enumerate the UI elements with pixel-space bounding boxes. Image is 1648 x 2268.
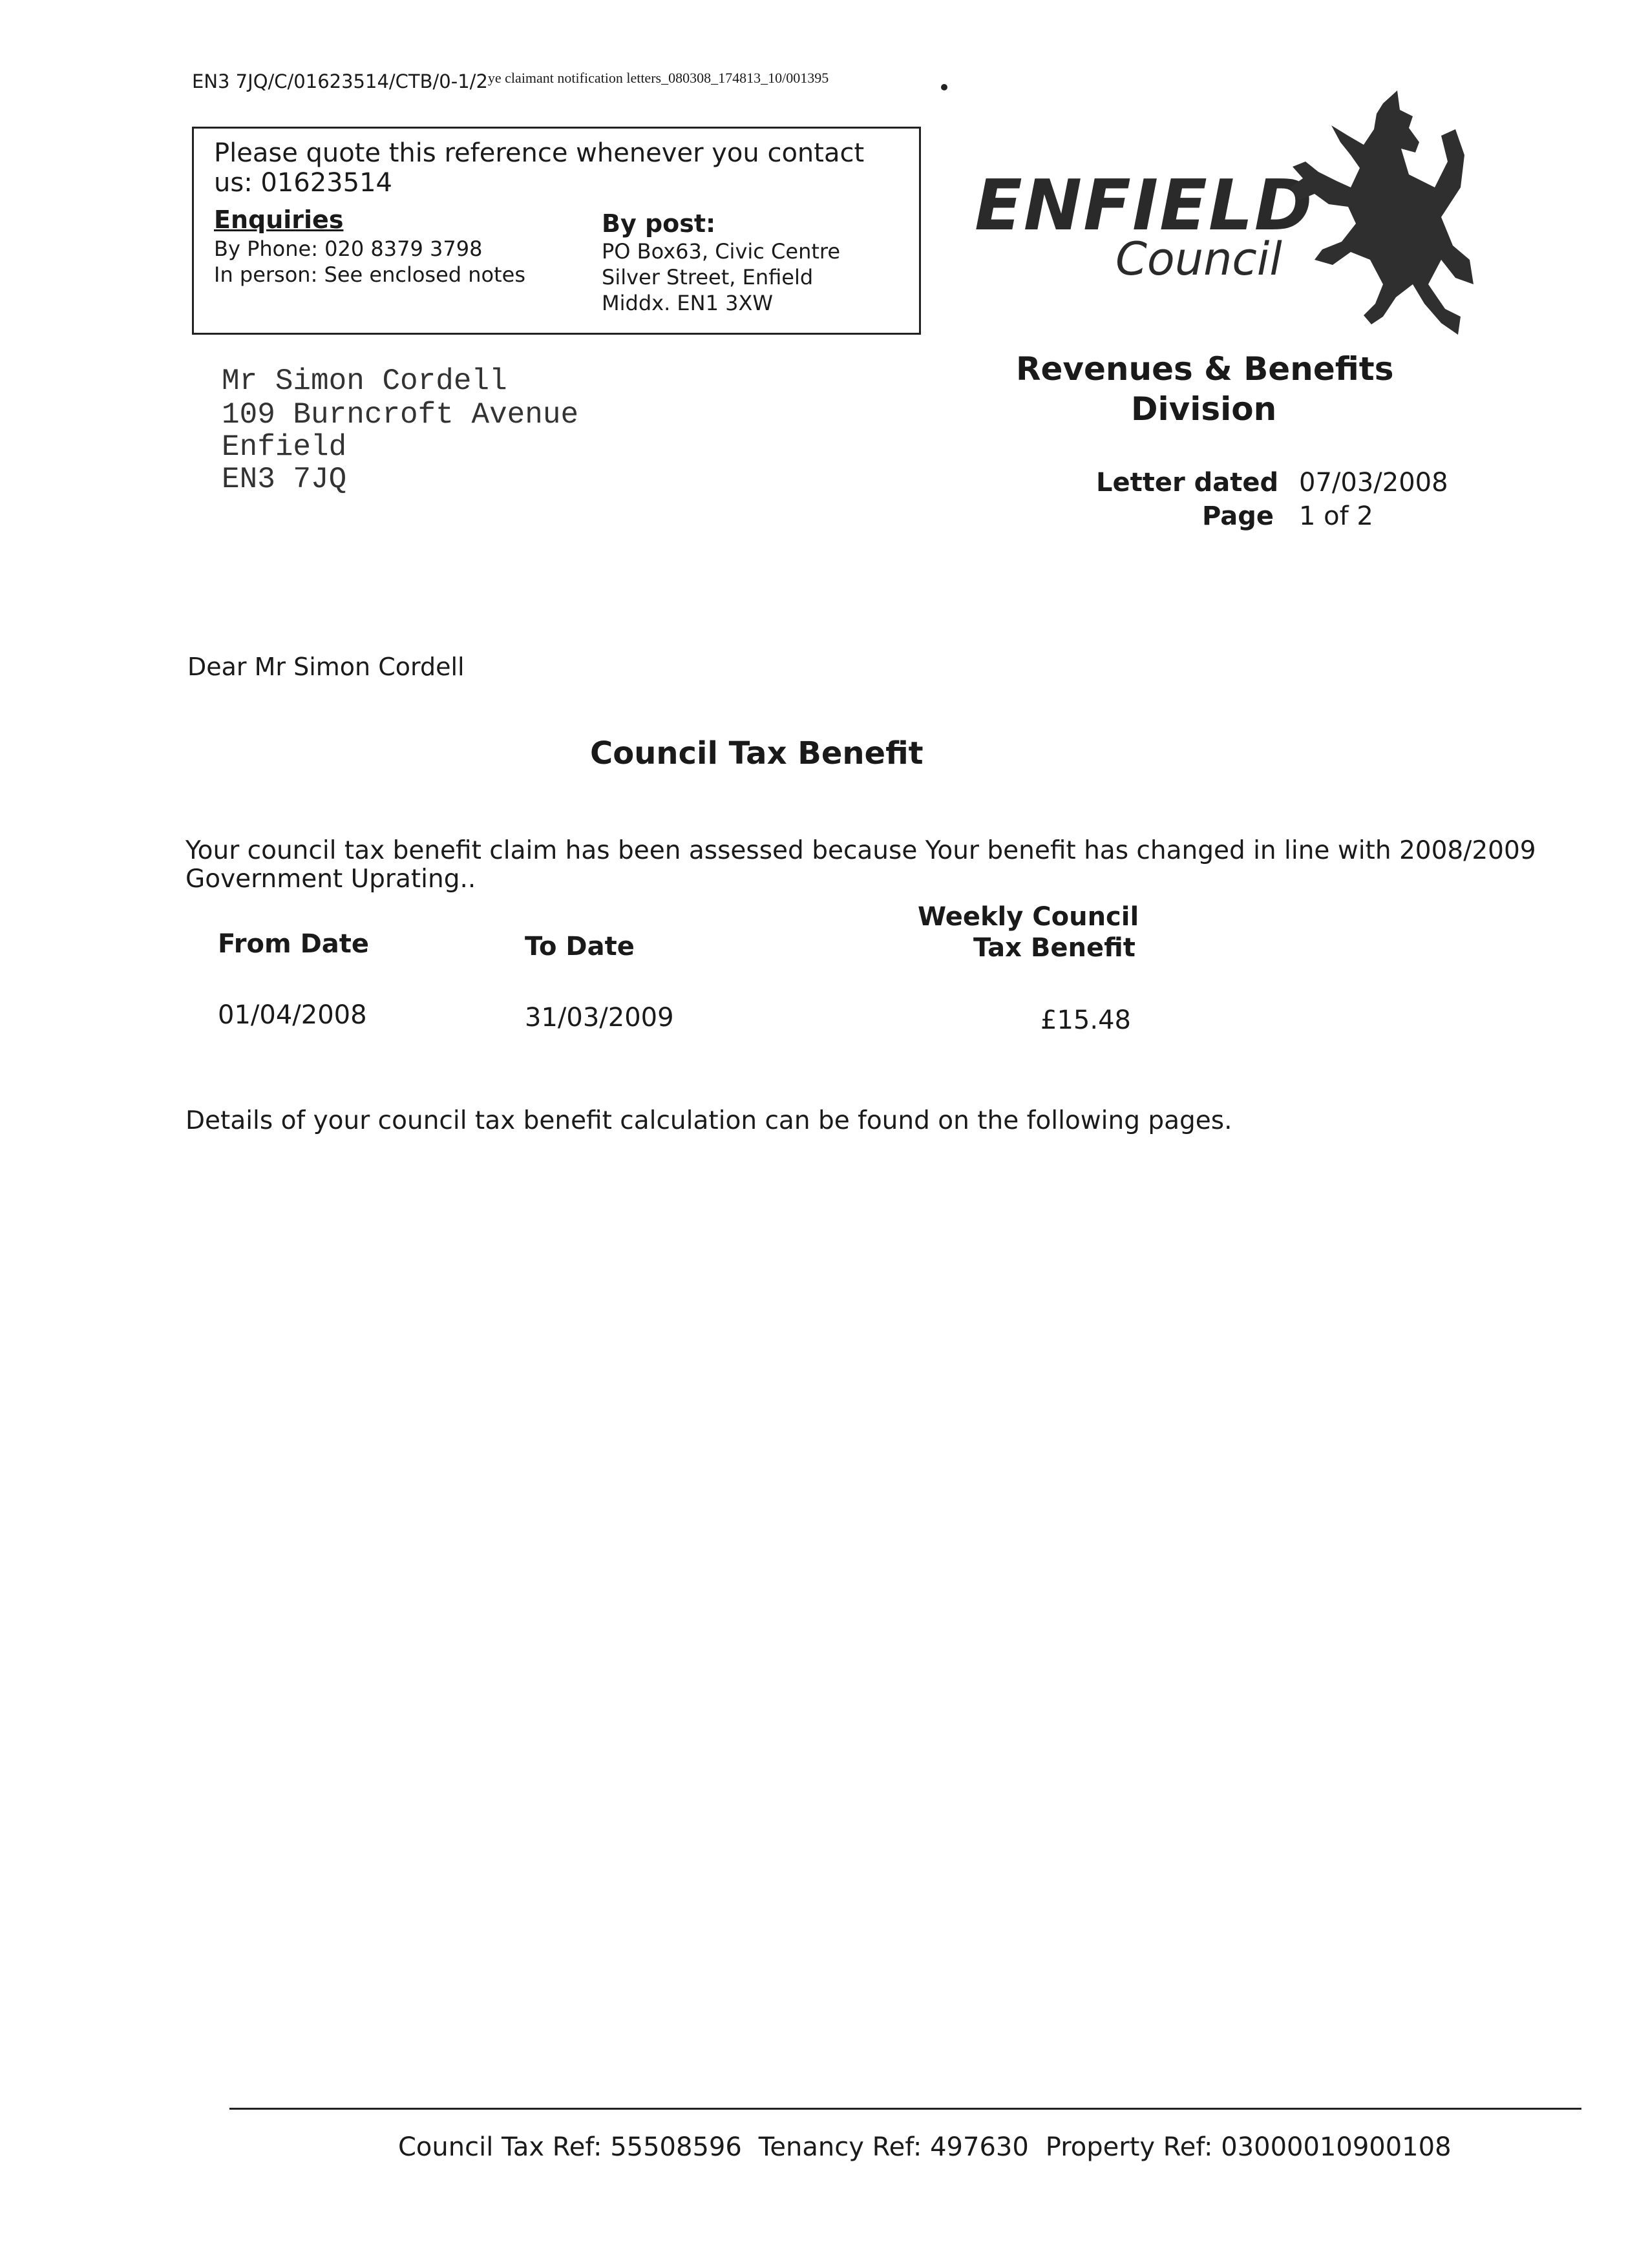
salutation: Dear Mr Simon Cordell <box>187 653 465 681</box>
post-heading: By post: <box>602 209 716 238</box>
document-code-suffix: ye claimant notification letters_080308_174813_10/001395 <box>487 70 829 86</box>
document-code-line <box>192 70 829 92</box>
enquiries-phone: By Phone: 020 8379 3798 <box>214 236 483 261</box>
document-code: EN3 7JQ/C/01623514/CTB/0-1/2 <box>192 70 488 92</box>
assessment-paragraph-line1: Your council tax benefit claim has been assessed because Your benefit has changed in line with 2008/2009 <box>185 836 1536 865</box>
table-header-to-date: To Date <box>525 932 635 961</box>
enfield-beast-icon <box>1286 90 1474 336</box>
table-cell-from-date: 01/04/2008 <box>218 1000 367 1030</box>
letter-subject: Council Tax Benefit <box>590 735 924 772</box>
post-address-line1: PO Box63, Civic Centre <box>602 239 841 264</box>
address-line4: EN3 7JQ <box>222 463 347 496</box>
reference-quote-line2: us: 01623514 <box>214 168 392 198</box>
address-line1: Mr Simon Cordell <box>222 364 507 398</box>
property-ref: Property Ref: 0300001090010​8 <box>1045 2132 1452 2162</box>
table-header-from-date: From Date <box>218 929 370 959</box>
post-address-line2: Silver Street, Enfield <box>602 265 814 289</box>
ink-dot <box>941 84 947 90</box>
footer-divider <box>229 2108 1581 2110</box>
council-logo-sub: Council <box>1115 233 1282 286</box>
details-paragraph: Details of your council tax benefit calculation can be found on the following pages. <box>185 1106 1232 1135</box>
letter-date-value: 07/03/2008 <box>1299 468 1448 498</box>
council-tax-ref: Council Tax Ref: 55508596 <box>398 2132 742 2162</box>
page-label: Page <box>1202 501 1274 531</box>
division-title-line2: Division <box>1131 390 1277 428</box>
enquiries-in-person: In person: See enclosed notes <box>214 262 526 287</box>
table-cell-weekly-amount: £15.48 <box>1041 1005 1131 1035</box>
table-cell-to-date: 31/03/2009 <box>525 1003 674 1033</box>
table-header-weekly-line2: Tax Benefit <box>973 933 1136 963</box>
division-title-line1: Revenues & Benefits <box>1016 350 1394 388</box>
footer-references <box>398 2132 1452 2162</box>
page-value: 1 of 2 <box>1299 501 1373 531</box>
enquiries-heading: Enquiries <box>214 205 344 234</box>
letter-date-label: Letter dated <box>1096 468 1279 498</box>
reference-quote-line1: Please quote this reference whenever you contact <box>214 138 865 168</box>
table-header-weekly-line1: Weekly Council <box>918 902 1139 932</box>
address-line3: Enfield <box>222 430 347 464</box>
post-address-line3: Middx. EN1 3XW <box>602 291 774 315</box>
address-line2: 109 Burncroft Avenue <box>222 398 579 432</box>
council-logo-name: ENFIELD <box>975 165 1314 246</box>
tenancy-ref: Tenancy Ref: 497630 <box>758 2132 1029 2162</box>
assessment-paragraph-line2: Government Uprating.. <box>185 865 476 894</box>
